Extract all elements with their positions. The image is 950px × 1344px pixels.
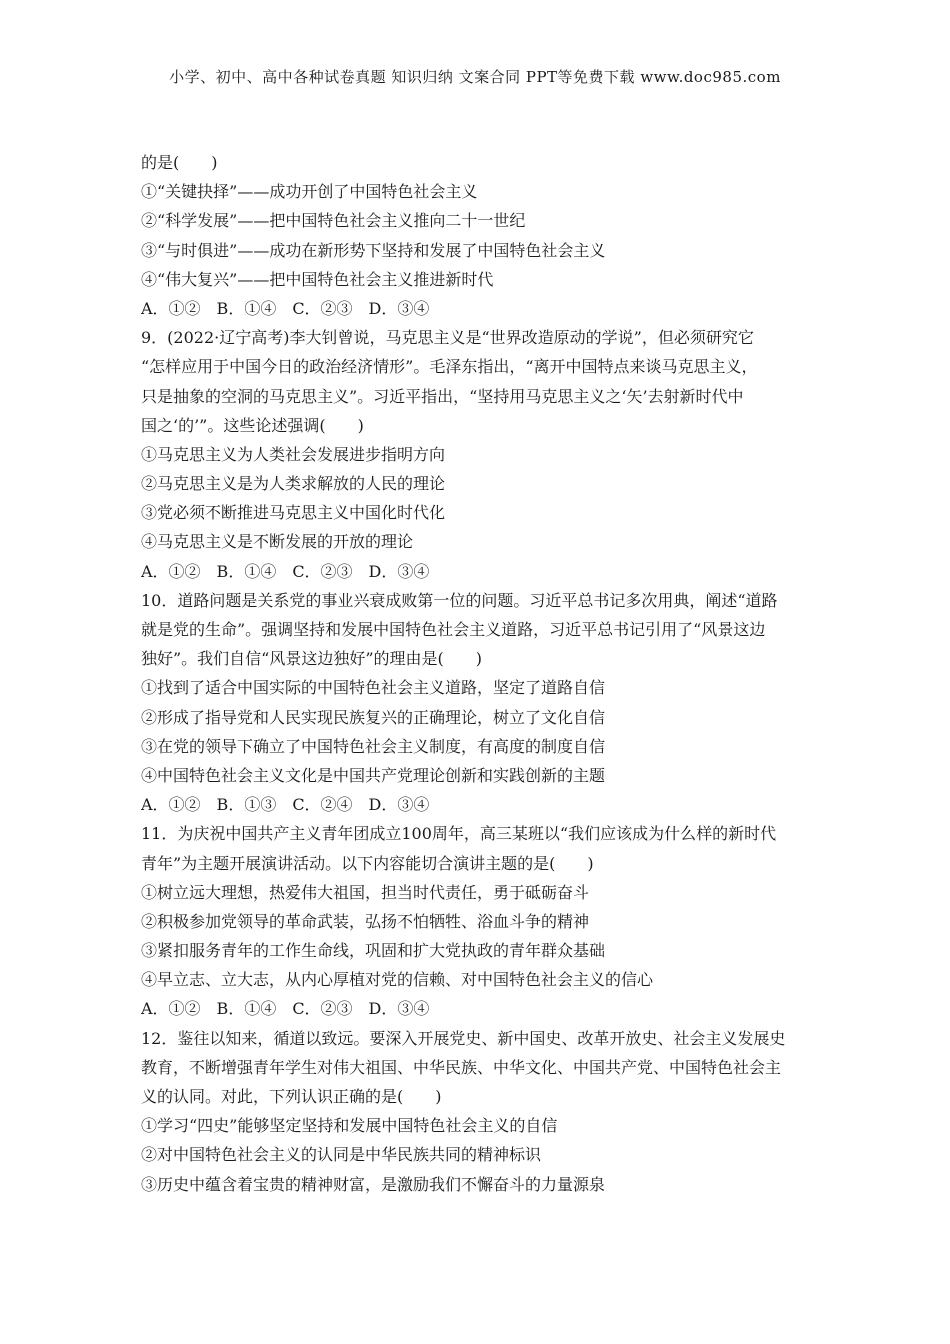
question-10-stem-line: 10．道路问题是关系党的事业兴衰成败第一位的问题。习近平总书记多次用典，阐述“道路 — [141, 590, 778, 610]
question-11-answer-choices: A．①② B．①④ C．②③ D．③④ — [141, 999, 430, 1019]
question-8-option-3: ③“与时俱进”——成功在新形势下坚持和发展了中国特色社会主义 — [141, 240, 606, 260]
question-9-stem-line: 只是抽象的空洞的马克思主义”。习近平指出，“坚持用马克思主义之‘矢’去射新时代中 — [141, 386, 744, 406]
question-10-stem-line: 就是党的生命”。强调坚持和发展中国特色社会主义道路，习近平总书记引用了“风景这边 — [141, 620, 766, 639]
question-9-option-4: ④马克思主义是不断发展的开放的理论 — [141, 532, 414, 552]
question-11-stem-line: 青年”为主题开展演讲活动。以下内容能切合演讲主题的是( ) — [141, 853, 594, 873]
question-11-option-3: ③紧扣服务青年的工作生命线，巩固和扩大党执政的青年群众基础 — [141, 941, 606, 961]
question-10-stem-line: 独好”。我们自信“风景这边独好”的理由是( ) — [141, 649, 483, 669]
question-12 — [141, 1024, 813, 1199]
question-8-option-4: ④“伟大复兴”——把中国特色社会主义推进新时代 — [141, 269, 494, 289]
question-12-stem-line: 教育，不断增强青年学生对伟大祖国、中华民族、中华文化、中国共产党、中国特色社会主 — [141, 1057, 782, 1077]
question-content — [141, 148, 813, 1199]
question-10-option-2: ②形成了指导党和人民实现民族复兴的正确理论，树立了文化自信 — [141, 707, 606, 727]
question-8-option-1: ①“关键抉择”——成功开创了中国特色社会主义 — [141, 182, 478, 202]
question-10 — [141, 586, 813, 820]
question-8-stem-tail: 的是( ) — [141, 153, 218, 172]
question-8-answer-choices: A．①② B．①④ C．②③ D．③④ — [141, 298, 430, 318]
question-10-option-1: ①找到了适合中国实际的中国特色社会主义道路，坚定了道路自信 — [141, 678, 606, 698]
question-11-stem-line: 11．为庆祝中国共产主义青年团成立100周年，高三某班以“我们应该成为什么样的新时代 — [141, 824, 777, 844]
question-10-option-4: ④中国特色社会主义文化是中国共产党理论创新和实践创新的主题 — [141, 765, 606, 785]
question-9-option-1: ①马克思主义为人类社会发展进步指明方向 — [141, 444, 446, 464]
question-9-option-3: ③党必须不断推进马克思主义中国化时代化 — [141, 503, 446, 523]
question-9-answer-choices: A．①② B．①④ C．②③ D．③④ — [141, 561, 430, 581]
question-10-option-3: ③在党的领导下确立了中国特色社会主义制度，有高度的制度自信 — [141, 736, 606, 756]
question-8 — [141, 148, 813, 323]
question-8-option-2: ②“科学发展”——把中国特色社会主义推向二十一世纪 — [141, 211, 526, 231]
question-9-stem-line: “怎样应用于中国今日的政治经济情形”。毛泽东指出，“离开中国特点来谈马克思主义， — [141, 357, 758, 377]
question-9 — [141, 323, 813, 586]
question-11-option-4: ④早立志、立大志，从内心厚植对党的信赖、对中国特色社会主义的信心 — [141, 970, 654, 990]
question-9-option-2: ②马克思主义是为人类求解放的人民的理论 — [141, 474, 446, 494]
question-12-option-3: ③历史中蕴含着宝贵的精神财富，是激励我们不懈奋斗的力量源泉 — [141, 1174, 606, 1194]
question-9-stem-line: 国之‘的’”。这些论述强调( ) — [141, 415, 364, 435]
question-11-option-2: ②积极参加党领导的革命武装，弘扬不怕牺牲、浴血斗争的精神 — [141, 911, 590, 931]
question-12-option-2: ②对中国特色社会主义的认同是中华民族共同的精神标识 — [141, 1145, 542, 1165]
question-11-option-1: ①树立远大理想，热爱伟大祖国，担当时代责任，勇于砥砺奋斗 — [141, 882, 590, 902]
question-12-option-1: ①学习“四史”能够坚定坚持和发展中国特色社会主义的自信 — [141, 1116, 558, 1136]
question-9-stem-line: 9．(2022·辽宁高考)李大钊曾说，马克思主义是“世界改造原动的学说”，但必须研究它 — [141, 328, 754, 348]
question-12-stem-line: 义的认同。对此，下列认识正确的是( ) — [141, 1087, 442, 1106]
question-11 — [141, 819, 813, 1023]
question-12-stem-line: 12．鉴往以知来，循道以致远。要深入开展党史、新中国史、改革开放史、社会主义发展史 — [141, 1028, 786, 1048]
question-10-answer-choices: A．①② B．①③ C．②④ D．③④ — [141, 795, 430, 815]
page-header: 小学、初中、高中各种试卷真题 知识归纳 文案合同 PPT等免费下载 www.doc985.com — [169, 68, 781, 86]
